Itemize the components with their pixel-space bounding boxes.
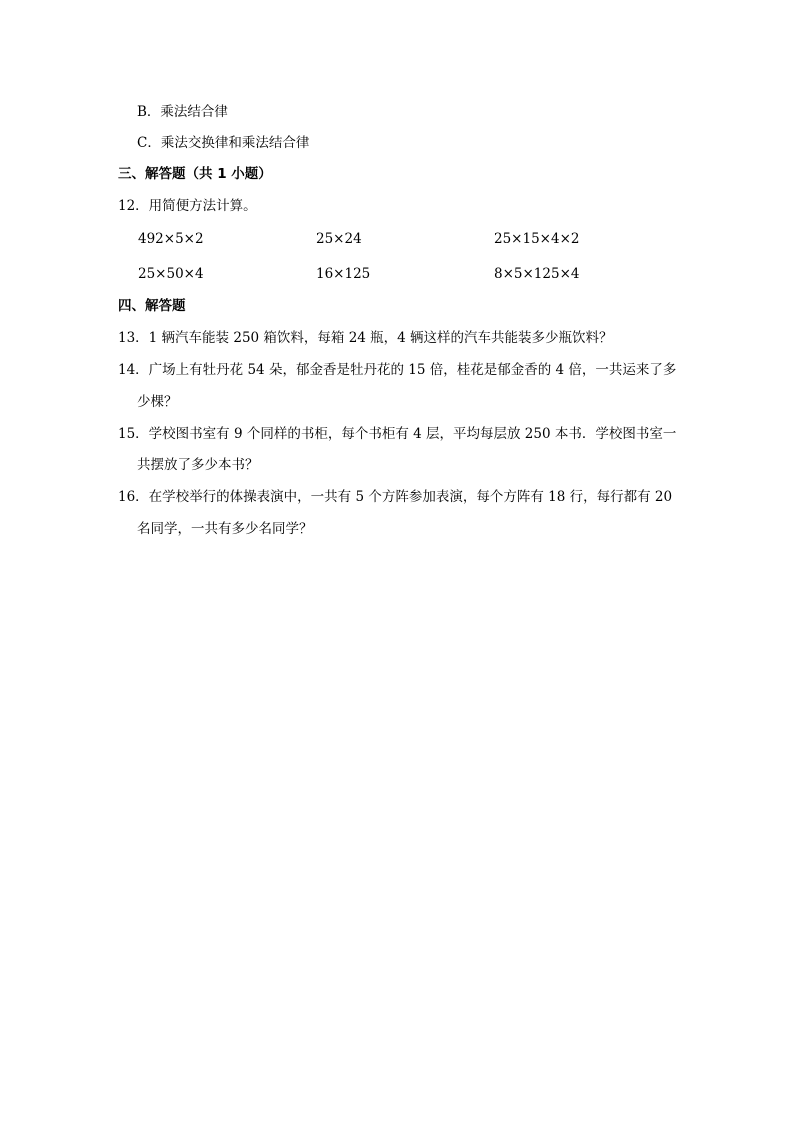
question-13-text: 13．1 辆汽车能装 250 箱饮料，每箱 24 瓶，4 辆这样的汽车共能装多少瓶饮料？ xyxy=(118,330,613,346)
question-14-line-1: 14．广场上有牡丹花 54 朵，郁金香是牡丹花的 15 倍，桂花是郁金香的 4 倍，一共运来了多 xyxy=(118,362,677,378)
option-b: B．乘法结合律 xyxy=(137,104,228,120)
question-15-line-2: 共摆放了多少本书？ xyxy=(137,457,259,473)
question-15-line-1: 15．学校图书室有 9 个同样的书柜，每个书柜有 4 层，平均每层放 250 本书．学校图书室一 xyxy=(118,426,677,442)
calc-item-3: 25×15×4×2 xyxy=(494,231,580,247)
question-16-line-1: 16．在学校举行的体操表演中，一共有 5 个方阵参加表演，每个方阵有 18 行，每行都有 20 xyxy=(118,489,673,505)
question-12-text: 12．用简便方法计算。 xyxy=(118,198,257,214)
calc-item-4: 25×50×4 xyxy=(138,266,204,282)
calc-item-5: 16×125 xyxy=(316,266,371,282)
calc-item-2: 25×24 xyxy=(316,231,362,247)
section-4-title: 四、解答题 xyxy=(118,298,186,314)
question-16-line-2: 名同学，一共有多少名同学？ xyxy=(137,521,313,537)
option-c: C．乘法交换律和乘法结合律 xyxy=(137,135,310,151)
section-3-title: 三、解答题（共 1 小题） xyxy=(118,166,272,182)
calc-item-6: 8×5×125×4 xyxy=(494,266,580,282)
question-14-line-2: 少棵？ xyxy=(137,394,178,410)
calc-item-1: 492×5×2 xyxy=(138,231,204,247)
